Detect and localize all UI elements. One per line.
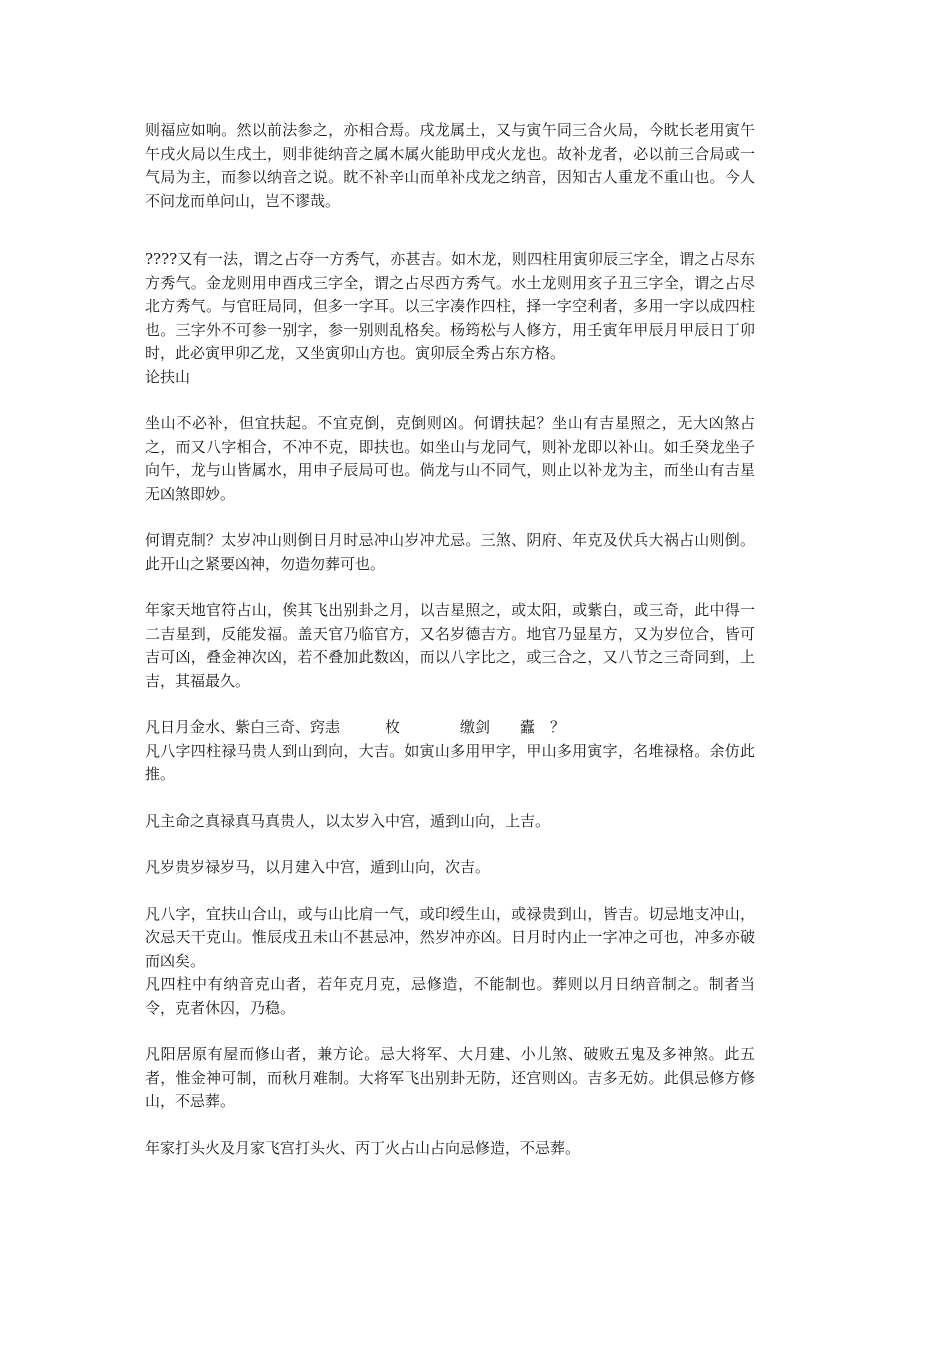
document-body bbox=[145, 119, 755, 1160]
paragraph-9: 凡岁贵岁禄岁马，以月建入中宫，遁到山向，次吉。 bbox=[145, 858, 491, 876]
paragraph-10: 凡八字，宜扶山合山，或与山比肩一气，或印绶生山，或禄贵到山，皆吉。切忌地支冲山，次忌天干克山。惟辰戌丑未山不甚忌冲，然岁冲亦凶。日月时内止一字冲之可也，冲多亦破而凶矣。 bbox=[145, 904, 755, 970]
paragraph-8: 凡主命之真禄真马真贵人，以太岁入中宫，遁到山向，上吉。 bbox=[145, 811, 551, 830]
paragraph-2: ????又有一法，谓之占夺一方秀气，亦甚吉。如木龙，则四柱用寅卯辰三字全，谓之占尽东方秀气。金龙则用申酉戌三字全，谓之占尽西方秀气。水土龙则用亥子丑三字全，谓之占尽北方秀气。与官旺局同，但多一字耳。以三字凑作四柱，择一字空利者，多用一字以成四柱也。三字外不可参一别字，参一别则乱格矣。杨筠松与人修方，用壬寅年甲辰月甲辰日丁卯时，此必寅甲卯乙龙，又坐寅卯山方也。寅卯辰全秀占东方格。 bbox=[145, 250, 755, 362]
paragraph-4: 何谓克制？太岁冲山则倒日月时忌冲山岁冲尤忌。三煞、阴府、年克及伏兵大祸占山则倒。此开山之紧要凶神，勿造勿葬可也。 bbox=[145, 531, 755, 573]
paragraph-11: 凡四柱中有纳音克山者，若年克月克，忌修造，不能制也。葬则以月日纳音制之。制者当令，克者休囚，乃稳。 bbox=[145, 975, 755, 1017]
paragraph-7: 凡八字四柱禄马贵人到山到向，大吉。如寅山多用甲字，甲山多用寅字，名堆禄格。余仿此推。 bbox=[145, 741, 755, 783]
paragraph-1: 则福应如响。然以前法参之，亦相合焉。戌龙属土，又与寅午同三合火局，今眈长老用寅午午戌火局以生戌土，则非徙纳音之属木属火能助甲戌火龙也。故补龙者，必以前三合局或一气局为主，而参以纳音之说。眈不补辛山而单补戌龙之纳音，因知古人重龙不重山也。今人不问龙而单问山，岂不谬哉。 bbox=[145, 121, 755, 210]
paragraph-13: 年家打头火及月家飞宫打头火、丙丁火占山占向忌修造，不忌葬。 bbox=[145, 1138, 581, 1157]
section-heading-fushan: 论扶山 bbox=[145, 367, 191, 386]
paragraph-6: 凡日月金水、紫白三奇、窍恚 枚 缴剑 蠹 ？ bbox=[145, 718, 566, 736]
paragraph-12: 凡阳居原有屋而修山者，兼方论。忌大将军、大月建、小儿煞、破败五鬼及多神煞。此五者，惟金神可制，而秋月难制。大将军飞出别卦无防，还宫则凶。吉多无妨。此俱忌修方修山，不忌葬。 bbox=[145, 1045, 755, 1110]
paragraph-5: 年家天地官符占山，俟其飞出别卦之月，以吉星照之，或太阳，或紫白，或三奇，此中得一二吉星到，反能发福。盖天官乃临官方，又名岁德吉方。地官乃显星方，又为岁位合，皆可吉可凶，叠金神次凶，若不叠加此数凶，而以八字比之，或三合之，又八节之三奇同到，上吉，其福最久。 bbox=[145, 601, 755, 690]
paragraph-3: 坐山不必补，但宜扶起。不宜克倒，克倒则凶。何谓扶起？坐山有吉星照之，无大凶煞占之，而又八字相合，不冲不克，即扶也。如坐山与龙同气，则补龙即以补山。如壬癸龙坐子向午，龙与山皆属水，用申子辰局可也。倘龙与山不同气，则止以补龙为主，而坐山有吉星无凶煞即妙。 bbox=[145, 414, 755, 503]
